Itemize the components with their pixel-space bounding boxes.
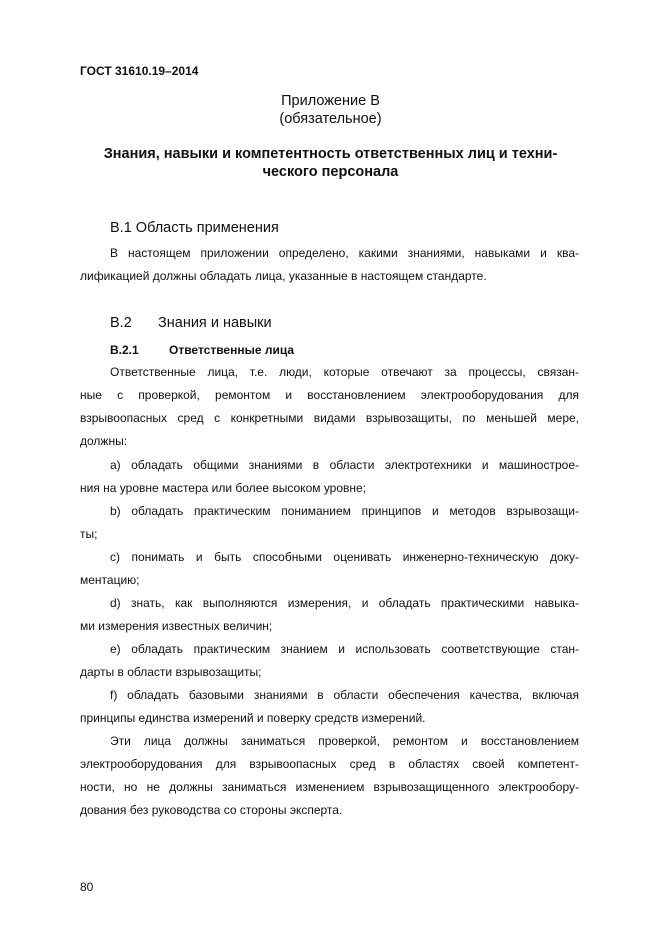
paragraph-line: Эти лица должны заниматься проверкой, ремонтом и восстановлением <box>110 734 579 748</box>
subsection-b21-heading <box>110 343 294 357</box>
list-item-b-cont: ты; <box>80 527 98 541</box>
section-b1-heading: В.1 Область применения <box>110 220 279 236</box>
list-item-e-cont: дарты в области взрывозащиты; <box>80 665 262 679</box>
list-item-d-cont: ми измерения известных величин; <box>80 619 273 633</box>
paragraph-line: Ответственные лица, т.е. люди, которые отвечают за процессы, связан- <box>110 365 579 379</box>
subsection-b21-number: В.2.1 <box>110 343 139 357</box>
paragraph-line: лификацией должны обладать лица, указанные в настоящем стандарте. <box>80 269 487 283</box>
page-title <box>0 145 661 181</box>
paragraph-line: ности, но не должны заниматься изменением взрывозащищенного электрообору- <box>80 780 579 794</box>
list-item-c: c) понимать и быть способными оценивать инженерно-техническую доку- <box>110 550 579 564</box>
list-item-f-cont: принципы единства измерений и поверку средств измерений. <box>80 711 426 725</box>
subsection-b21-title: Ответственные лица <box>169 343 295 357</box>
section-b2-heading <box>110 315 272 331</box>
title-line-2: ческого персонала <box>262 164 399 180</box>
list-item-a: a) обладать общими знаниями в области электротехники и машинострое- <box>110 458 579 472</box>
appendix-heading <box>0 92 661 128</box>
paragraph-line: дования без руководства со стороны эксперта. <box>80 803 343 817</box>
list-item-a-cont: ния на уровне мастера или более высоком уровне; <box>80 481 367 495</box>
paragraph-line: взрывоопасных сред с конкретными видами взрывозащиты, по меньшей мере, <box>80 411 579 425</box>
page-number: 80 <box>80 880 94 894</box>
list-item-f: f) обладать базовыми знаниями в области обеспечения качества, включая <box>110 688 579 702</box>
appendix-status: (обязательное) <box>279 111 382 127</box>
list-item-e: e) обладать практическим знанием и использовать соответствующие стан- <box>110 642 579 656</box>
appendix-label: Приложение В <box>281 93 380 109</box>
list-item-c-cont: ментацию; <box>80 573 140 587</box>
section-b2-title: Знания и навыки <box>158 315 272 331</box>
standard-code: ГОСТ 31610.19–2014 <box>80 64 199 78</box>
title-line-1: Знания, навыки и компетентность ответственных лиц и техни- <box>103 146 558 162</box>
paragraph-line: электрооборудования для взрывоопасных сред в областях своей компетент- <box>80 757 579 771</box>
list-item-d: d) знать, как выполняются измерения, и обладать практическими навыка- <box>110 596 579 610</box>
paragraph-line: В настоящем приложении определено, какими знаниями, навыками и ква- <box>110 246 579 260</box>
paragraph-line: должны: <box>80 434 128 448</box>
section-b2-number: В.2 <box>110 315 132 331</box>
list-item-b: b) обладать практическим пониманием принципов и методов взрывозащи- <box>110 504 579 518</box>
paragraph-line: ные с проверкой, ремонтом и восстановлением электрооборудования для <box>80 388 579 402</box>
